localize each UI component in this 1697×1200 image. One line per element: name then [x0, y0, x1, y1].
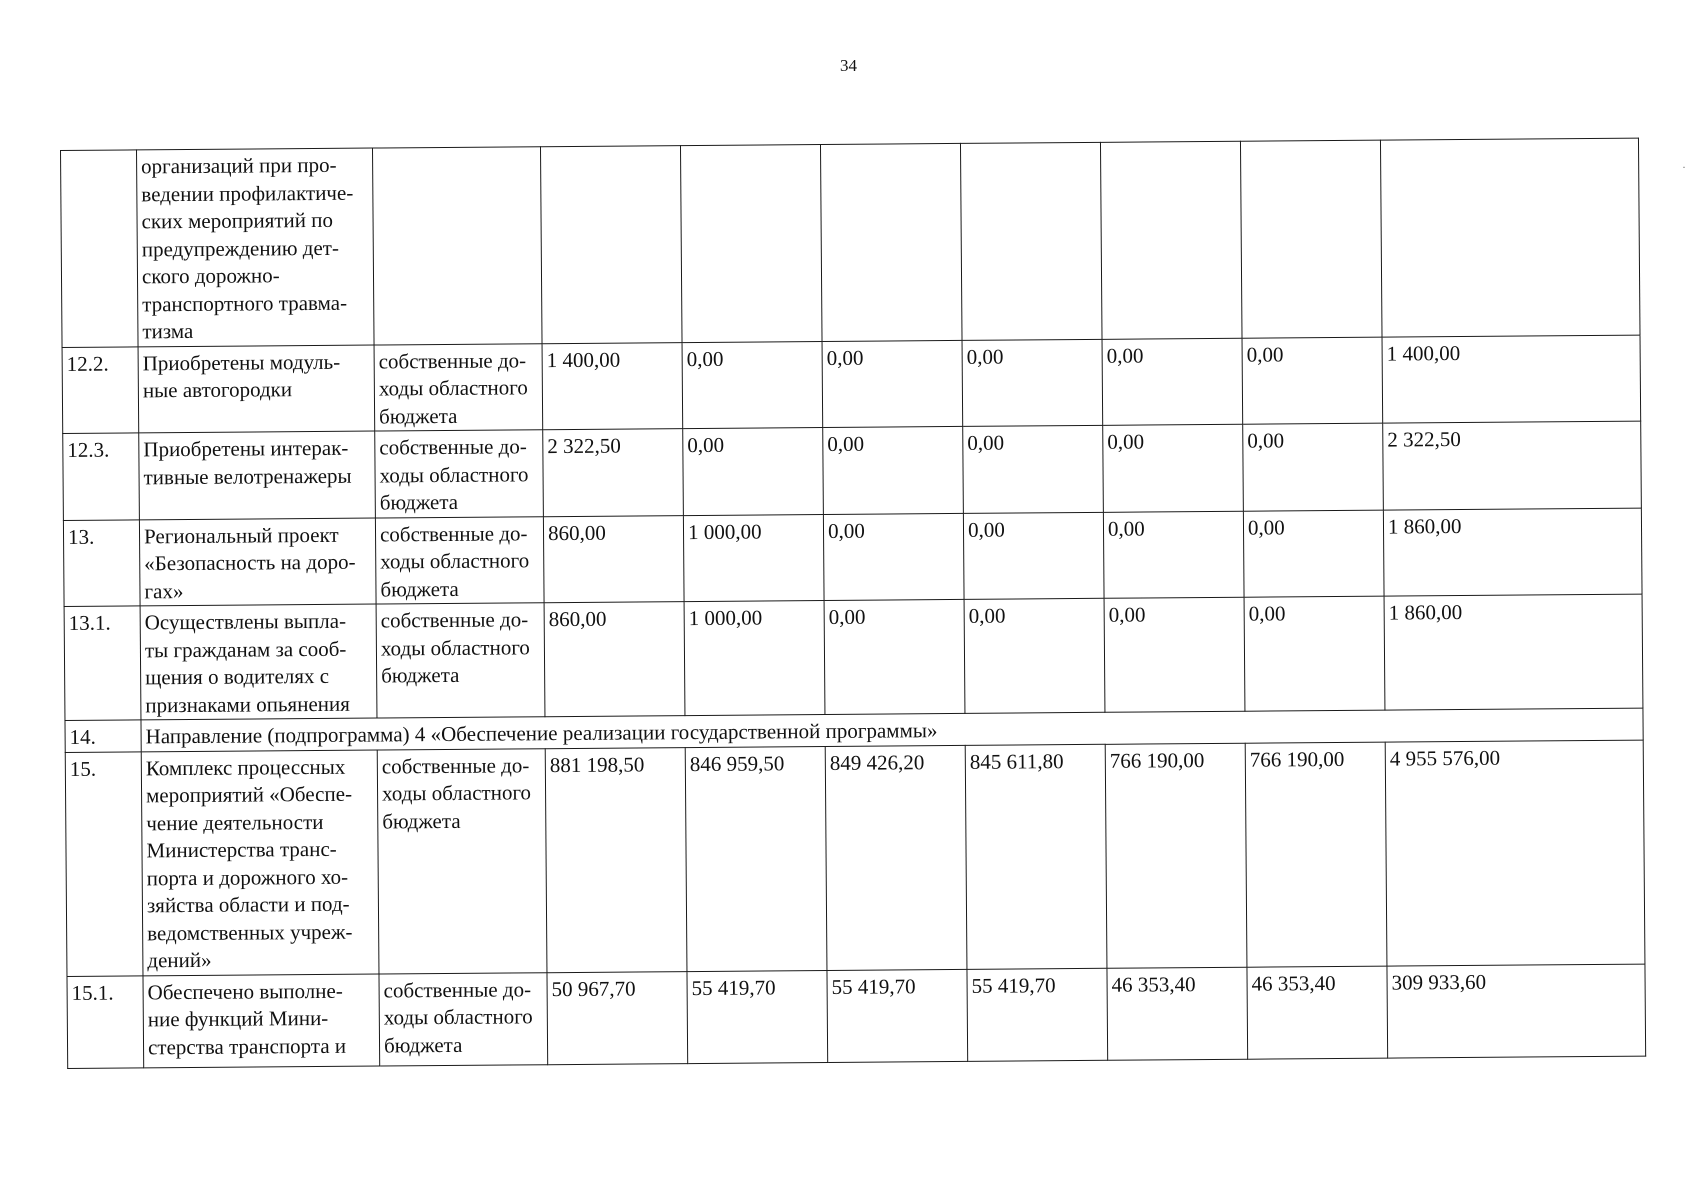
value-cell: 881 198,50	[545, 747, 687, 972]
section-heading-cell: Направление (подпрограмма) 4 «Обеспечение реализации государственной программы»	[141, 708, 1643, 751]
value-cell	[1380, 138, 1640, 337]
value-cell	[1240, 140, 1382, 338]
item-name-cell: Комплекс процессных мероприятий «Обеспе- чение деятельности Министерства транс- порта и дорожного хо- зяйства области и под- ведомственных учреж- дений»	[141, 750, 379, 976]
value-cell: 46 353,40	[1107, 967, 1248, 1060]
value-cell: 2 322,50	[543, 429, 684, 517]
row-number-cell: 14.	[65, 720, 141, 752]
value-cell: 0,00	[1104, 597, 1245, 712]
value-cell: 0,00	[823, 513, 964, 601]
value-cell: 0,00	[1242, 337, 1383, 425]
row-number-cell: 12.2.	[62, 346, 139, 433]
table-row	[67, 964, 1646, 1068]
item-name-cell: Приобретены модуль- ные автогородки	[138, 345, 375, 433]
value-cell: 0,00	[963, 425, 1104, 513]
row-number-cell: 15.1.	[67, 975, 144, 1068]
funding-source-cell: собственные до- ходы областного бюджета	[375, 430, 544, 518]
table-row	[65, 740, 1645, 976]
item-name-cell: Обеспечено выполне- ние функций Мини- стерства транспорта и	[143, 974, 380, 1068]
value-cell: 1 000,00	[683, 514, 824, 602]
funding-source-cell: собственные до- ходы областного бюджета	[376, 603, 545, 718]
value-cell: 0,00	[824, 599, 965, 714]
budget-table	[60, 138, 1646, 1069]
table-body	[61, 138, 1646, 1068]
table-row	[64, 594, 1643, 720]
row-number-cell: 13.	[63, 519, 140, 606]
value-cell: 0,00	[1103, 424, 1244, 512]
value-cell: 309 933,60	[1387, 964, 1646, 1058]
funding-source-cell	[372, 147, 542, 345]
value-cell: 0,00	[1243, 510, 1384, 598]
value-cell: 46 353,40	[1247, 966, 1388, 1059]
value-cell: 0,00	[1244, 596, 1385, 711]
row-number-cell	[61, 150, 139, 347]
value-cell: 1 860,00	[1384, 594, 1643, 710]
value-cell: 0,00	[1243, 423, 1384, 511]
value-cell	[1100, 141, 1242, 339]
funding-source-cell: собственные до- ходы областного бюджета	[377, 748, 547, 973]
value-cell: 50 967,70	[547, 971, 688, 1064]
value-cell: 860,00	[543, 515, 684, 603]
value-cell: 0,00	[964, 598, 1105, 713]
value-cell: 849 426,20	[825, 745, 967, 970]
value-cell: 860,00	[544, 602, 685, 717]
value-cell	[540, 146, 682, 344]
value-cell: 2 322,50	[1383, 421, 1642, 510]
value-cell: 845 611,80	[965, 744, 1107, 969]
page-number: 34	[840, 56, 857, 75]
item-name-cell: организаций при про- ведении профилактиче- ских мероприятий по предупреждению дет- ского дорожно- транспортного травма- тизма	[137, 148, 375, 346]
value-cell: 4 955 576,00	[1385, 740, 1645, 966]
table-row	[63, 508, 1642, 607]
value-cell: 0,00	[1103, 511, 1244, 599]
value-cell: 0,00	[822, 340, 963, 428]
value-cell	[960, 142, 1102, 340]
funding-source-cell: собственные до- ходы областного бюджета	[374, 343, 543, 431]
table-row	[63, 421, 1642, 520]
value-cell: 766 190,00	[1105, 743, 1247, 968]
value-cell: 1 860,00	[1383, 508, 1642, 597]
value-cell: 55 419,70	[827, 969, 968, 1062]
table-row	[62, 335, 1641, 434]
value-cell: 55 419,70	[687, 970, 828, 1063]
row-number-cell: 13.1.	[64, 606, 141, 721]
item-name-cell: Приобретены интерак- тивные велотренажеры	[139, 431, 376, 519]
item-name-cell: Осуществлены выпла- ты гражданам за сооб- щения о водителях с признаками опьянения	[140, 604, 377, 720]
value-cell: 846 959,50	[685, 746, 827, 971]
value-cell: 55 419,70	[967, 968, 1108, 1061]
value-cell	[820, 143, 962, 341]
funding-source-cell: собственные до- ходы областного бюджета	[379, 972, 548, 1065]
value-cell: 0,00	[963, 512, 1104, 600]
budget-table-sheet	[60, 138, 1645, 1106]
table-row	[61, 138, 1640, 347]
scan-mark: ·	[1682, 160, 1686, 174]
row-number-cell: 12.3.	[63, 433, 140, 520]
row-number-cell: 15.	[65, 751, 143, 976]
value-cell: 1 000,00	[684, 601, 825, 716]
item-name-cell: Региональный проект «Безопасность на доро- гах»	[139, 518, 376, 606]
value-cell: 0,00	[962, 339, 1103, 427]
funding-source-cell: собственные до- ходы областного бюджета	[375, 516, 544, 604]
value-cell: 0,00	[823, 426, 964, 514]
value-cell: 1 400,00	[1382, 335, 1641, 424]
value-cell	[680, 145, 822, 343]
value-cell: 0,00	[682, 341, 823, 429]
value-cell: 1 400,00	[542, 342, 683, 430]
value-cell: 0,00	[1102, 338, 1243, 426]
value-cell: 766 190,00	[1245, 742, 1387, 967]
value-cell: 0,00	[683, 428, 824, 516]
